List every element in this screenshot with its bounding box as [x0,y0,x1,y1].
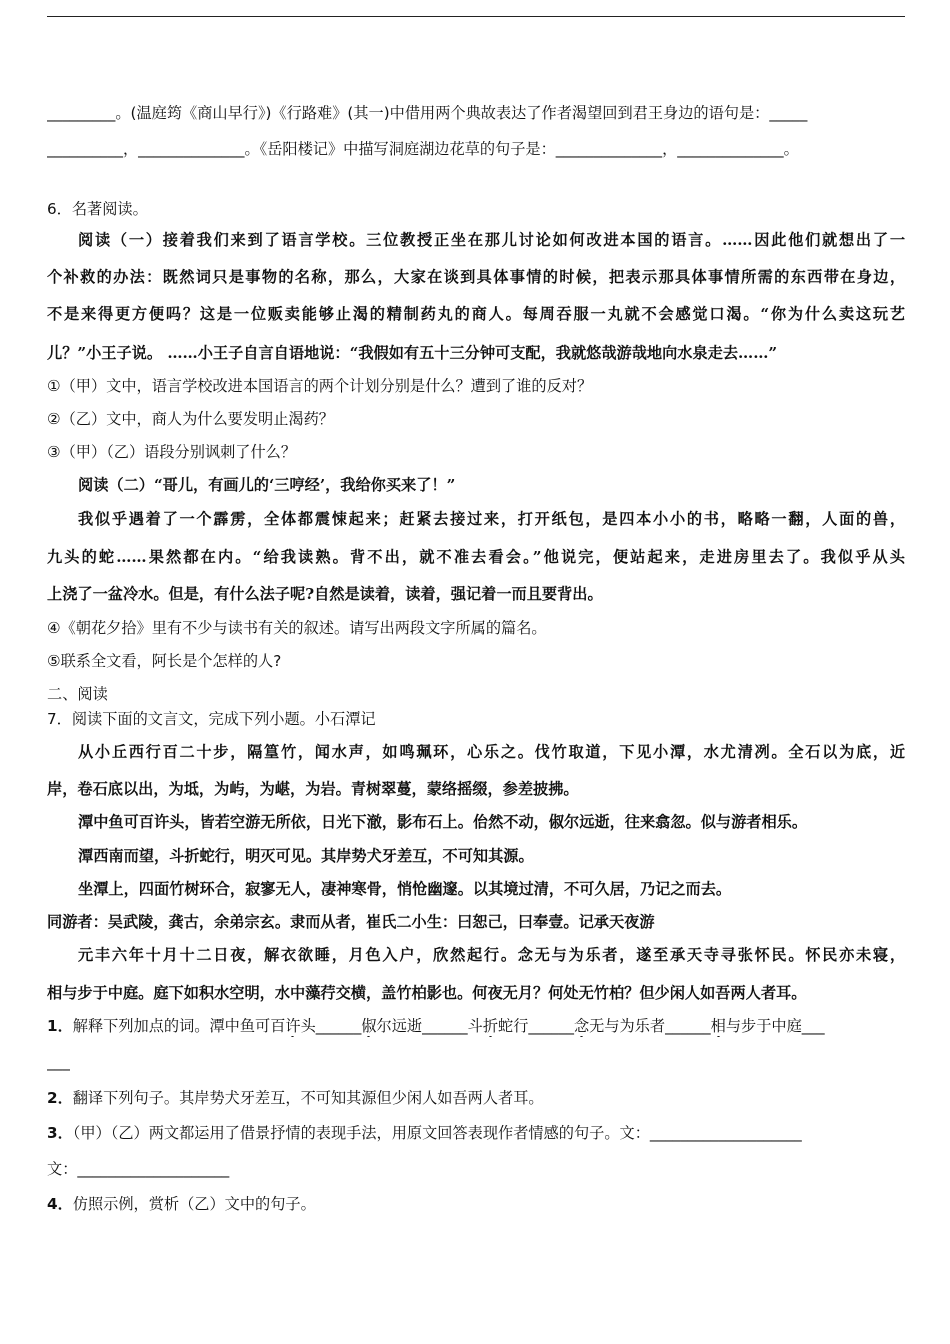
classical-text-2-line-2: 相与步于中庭。庭下如积水空明，水中藻荇交横，盖竹柏影也。何夜无月？何处无竹柏？但少闲人如吾两人者耳。 [47,984,807,1002]
reading-1-line-1: 阅读（一）接着我们来到了语言学校。三位教授正坐在那儿讨论如何改进本国的语言。……因此他们就想出了一 [78,231,905,249]
subquestion-4-text: 仿照示例，赏析（乙）文中的句子。 [72,1195,316,1213]
classical-text-1-line-5: 坐潭上，四面竹树环合，寂寥无人，凄神寒骨，悄怆幽邃。以其境过清，不可久居，乃记之而去。 [78,880,732,898]
header-rule [47,16,905,17]
fill-blank-line-1: _________。(温庭筠《商山早行》)《行路难》(其一)中借用两个典故表达了作者渴望回到君王身边的语句是：_____ [47,104,808,122]
reading-2-line-3: 九头的蛇……果然都在内。“给我读熟。背不出，就不准去看会。”他说完，便站起来，走进房里去了。我似乎从头 [47,548,905,566]
subquestion-2-number: 2． [47,1089,73,1107]
classical-text-1-line-4: 潭西南而望，斗折蛇行，明灭可见。其岸势犬牙差互，不可知其源。 [78,847,534,865]
dotted-word-4: 念 [573,1017,590,1035]
classical-text-1-line-2: 岸，卷石底以出，为坻，为屿，为嵁，为岩。青树翠蔓，蒙络摇缀，参差披拂。 [47,780,579,798]
classical-text-2-line-1: 元丰六年十月十二日夜，解衣欲睡，月色入户，欣然起行。念无与为乐者，遂至承天寺寻张怀民。怀民亦未寝， [78,946,905,964]
reading-1-line-2: 个补救的办法：既然词只是事物的名称，那么，大家在谈到具体事情的时候，把表示那具体事情所需的东西带在身边， [47,268,905,286]
subquestion-1-text-d: 蛇行______ [498,1017,574,1035]
dotted-word-5: 相 [710,1017,726,1035]
reading-2-line-2: 我似乎遇着了一个霹雳，全体都震悚起来；赶紧去接过来，打开纸包，是四本小小的书，略略一翻，人面的兽， [78,510,905,528]
subquestion-1-text-f: 与步于中庭___ [725,1017,825,1035]
subquestion-1-text-e: 无与为乐者______ [589,1017,711,1035]
dotted-word-2: 俶 [361,1017,377,1035]
reading-2-line-4: 上浇了一盆冷水。但是，有什么法子呢?自然是读着，读着，强记着一而且要背出。 [47,585,603,603]
fill-blank-line-2: __________，______________。《岳阳楼记》中描写洞庭湖边花草的句子是：______________，______________。 [47,140,799,158]
reading-1-line-4: 儿？”小王子说。 ……小王子自言自语地说：“我假如有五十三分钟可支配，我就悠哉游哉地向水泉走去……” [47,344,778,362]
subquestion-2-text: 翻译下列句子。其岸势犬牙差互，不可知其源但少闲人如吾两人者耳。 [72,1089,544,1107]
subquestion-1-text-c: 尔远逝______斗 [376,1017,483,1035]
question-6-1: ①（甲）文中，语言学校改进本国语言的两个计划分别是什么？遭到了谁的反对？ [47,377,593,395]
classical-text-1-line-6: 同游者：吴武陵，龚古，余弟宗玄。隶而从者，崔氏二小生：曰恕己，曰奉壹。记承天夜游 [47,913,655,931]
subquestion-2 [47,1087,905,1109]
question-7-heading: 7．阅读下面的文言文，完成下列小题。小石潭记 [47,710,376,728]
question-6-2: ②（乙）文中，商人为什么要发明止渴药？ [47,410,334,428]
section-heading-reading: 二、阅读 [47,685,108,703]
subquestion-1-text-b: 头______ [300,1017,362,1035]
subquestion-3-text: （甲）（乙）两文都运用了借景抒情的表现手法，用原文回答表现作者情感的句子。文：____________________ [72,1124,802,1142]
dotted-word-3: 折 [482,1017,499,1035]
subquestion-4 [47,1193,905,1215]
reading-1-line-3: 不是来得更方便吗？这是一位贩卖能够止渴的精制药丸的商人。每周吞服一丸就不会感觉口渴。“你为什么卖这玩艺 [47,305,905,323]
subquestion-1-blank-continuation: ___ [47,1053,70,1071]
question-6-3: ③（甲）（乙）语段分别讽刺了什么？ [47,443,297,461]
subquestion-4-number: 4． [47,1195,73,1213]
question-6-5: ⑤联系全文看，阿长是个怎样的人? [47,652,282,670]
subquestion-3-number: 3． [47,1124,73,1142]
subquestion-1 [47,1015,905,1037]
document-page [47,0,905,1344]
classical-text-1-line-1: 从小丘西行百二十步，隔篁竹，闻水声，如鸣珮环，心乐之。伐竹取道，下见小潭，水尤清冽。全石以为底，近 [78,743,905,761]
subquestion-3-continuation: 文：____________________ [47,1160,230,1178]
reading-2-line-1: 阅读（二）“哥儿，有画儿的‘三哼经’，我给你买来了！” [78,476,456,494]
classical-text-1-line-3: 潭中鱼可百许头，皆若空游无所依，日光下澈，影布石上。佁然不动，俶尔远逝，往来翕忽。似与游者相乐。 [78,813,807,831]
question-6-4: ④《朝花夕拾》里有不少与读书有关的叙述。请写出两段文字所属的篇名。 [47,619,547,637]
subquestion-3 [47,1122,905,1144]
question-6-heading: 6．名著阅读。 [47,200,148,218]
subquestion-1-text-a: 解释下列加点的词。潭中鱼可百 [72,1017,286,1035]
subquestion-1-number: 1． [47,1017,73,1035]
dotted-word-1: 许 [285,1017,301,1035]
